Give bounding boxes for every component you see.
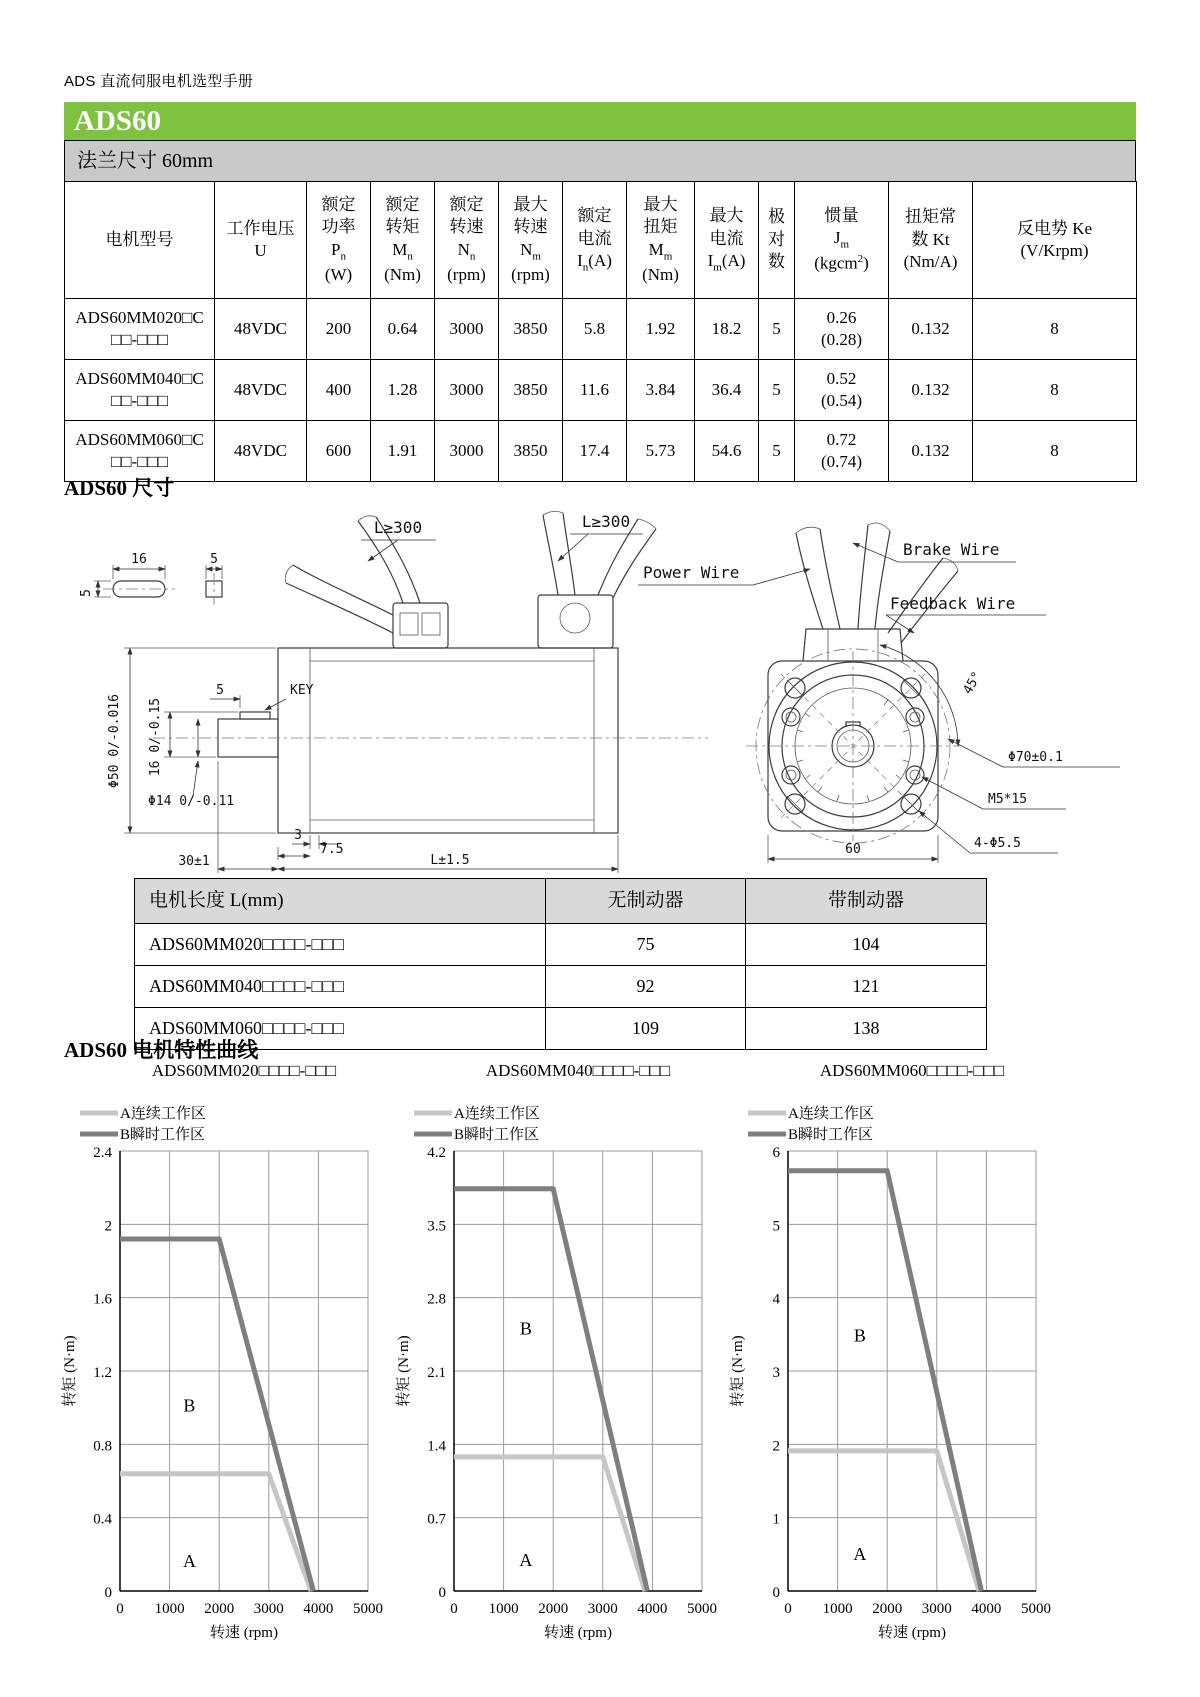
- length-value-cell: 109: [546, 1008, 746, 1050]
- y-axis-label: 转矩 (N·m): [396, 1335, 412, 1407]
- y-tick-label: 2: [772, 1438, 780, 1455]
- spec-value-cell: 0.64: [371, 299, 435, 360]
- chart-svg: [726, 1056, 1056, 1641]
- y-tick-label: 0: [438, 1585, 446, 1601]
- x-tick-label: 3000: [587, 1601, 618, 1617]
- dim-label-phi70: Φ70±0.1: [1008, 750, 1063, 765]
- spec-value-cell: 11.6: [563, 360, 627, 421]
- spec-value-cell: 0.132: [889, 299, 973, 360]
- y-tick-label: 0.4: [93, 1511, 112, 1528]
- spec-value-cell: 17.4: [563, 421, 627, 482]
- key-label: KEY: [290, 683, 314, 698]
- x-axis-label: 转速 (rpm): [544, 1625, 612, 1641]
- x-tick-label: 5000: [1021, 1601, 1051, 1617]
- spec-value-cell: 8: [973, 421, 1137, 482]
- dim-label-cable-length-a: L≥300: [373, 518, 423, 537]
- spec-value-cell: 48VDC: [215, 421, 307, 482]
- length-table: [134, 878, 987, 1050]
- y-tick-label: 0: [104, 1585, 112, 1601]
- dim-label-phi14: Φ14 0/-0.11: [148, 794, 235, 809]
- dim-label-holes: 4-Φ5.5: [974, 836, 1021, 851]
- document-header: ADS 直流伺服电机选型手册: [64, 73, 254, 90]
- series-line-B: [454, 1189, 647, 1591]
- legend-label: B瞬时工作区: [120, 1127, 206, 1143]
- spec-value-cell: 5.8: [563, 299, 627, 360]
- spec-value-cell: 3000: [435, 299, 499, 360]
- y-tick-label: 4: [772, 1291, 780, 1308]
- spec-value-cell: 5.73: [627, 421, 695, 482]
- x-tick-label: 4000: [303, 1601, 334, 1617]
- dim-label-30: 30±1: [178, 854, 210, 869]
- key-section-views: [79, 552, 222, 605]
- length-col-header: 无制动器: [546, 879, 746, 924]
- spec-value-cell: 36.4: [695, 360, 759, 421]
- spec-col-header: 最大 扭矩 $M_m$ (Nm): [627, 182, 695, 299]
- spec-value-cell: 8: [973, 360, 1137, 421]
- legend-label: A连续工作区: [788, 1106, 874, 1122]
- chart-3: [726, 1056, 1056, 1641]
- y-tick-label: 5: [772, 1218, 780, 1235]
- spec-value-cell: 0.132: [889, 421, 973, 482]
- spec-value-cell: 0.72 (0.74): [795, 421, 889, 482]
- spec-value-cell: 5: [759, 299, 795, 360]
- x-tick-label: 5000: [353, 1601, 383, 1617]
- motor-front-view: [638, 523, 1120, 863]
- series-line-B: [788, 1171, 981, 1591]
- chart-2: [392, 1056, 722, 1641]
- spec-value-cell: 3000: [435, 421, 499, 482]
- y-tick-label: 2: [104, 1218, 112, 1235]
- spec-value-cell: 0.132: [889, 360, 973, 421]
- y-tick-label: 2.4: [93, 1145, 112, 1161]
- y-tick-label: 1: [772, 1511, 780, 1528]
- brake-wire-label: Brake Wire: [903, 540, 1000, 559]
- y-tick-label: 1.6: [93, 1291, 112, 1308]
- spec-col-header: 最大 转速 $N_m$ (rpm): [499, 182, 563, 299]
- dim-label-key-length: 16: [131, 552, 147, 567]
- spec-value-cell: 3850: [499, 360, 563, 421]
- spec-model-cell: ADS60MM060□C □□-□□□: [65, 421, 215, 482]
- dim-label-key-height: 5: [79, 589, 94, 597]
- spec-col-header: 极 对 数: [759, 182, 795, 299]
- characteristic-charts: [58, 1056, 1158, 1641]
- dim-label-phi50: Φ50 0/-0.016: [107, 694, 122, 788]
- spec-value-cell: 48VDC: [215, 299, 307, 360]
- spec-col-header: 额定 转速 $N_n$ (rpm): [435, 182, 499, 299]
- y-tick-label: 2.8: [427, 1291, 446, 1308]
- length-table-wrap: [134, 878, 986, 1050]
- curves-section-title: ADS60 电机特性曲线: [64, 1038, 259, 1062]
- legend-label: A连续工作区: [120, 1106, 206, 1122]
- dimension-drawing: [58, 503, 1143, 875]
- y-tick-label: 0.8: [93, 1438, 112, 1455]
- dim-label-cable-length-b: L≥300: [581, 512, 631, 531]
- y-tick-label: 2.1: [427, 1365, 446, 1381]
- chart-title: ADS60MM020□□□□-□□□: [151, 1061, 337, 1080]
- x-tick-label: 0: [450, 1601, 458, 1617]
- spec-col-header: 额定 功率 $P_n$ (W): [307, 182, 371, 299]
- x-tick-label: 1000: [822, 1601, 853, 1617]
- spec-value-cell: 400: [307, 360, 371, 421]
- dim-label-m5: M5*15: [988, 792, 1028, 807]
- y-tick-label: 3: [772, 1365, 780, 1381]
- y-axis-label: 转矩 (N·m): [62, 1335, 78, 1407]
- x-axis-label: 转速 (rpm): [878, 1625, 946, 1641]
- power-wire-label: Power Wire: [643, 563, 740, 582]
- spec-col-header: 额定 转矩 $M_n$ (Nm): [371, 182, 435, 299]
- y-tick-label: 6: [772, 1145, 780, 1161]
- spec-value-cell: 1.91: [371, 421, 435, 482]
- dim-label-16: 16 0/-0.15: [148, 697, 163, 777]
- dim-label-7-5: 7.5: [320, 842, 344, 857]
- spec-value-cell: 54.6: [695, 421, 759, 482]
- x-tick-label: 1000: [488, 1601, 519, 1617]
- spec-col-header: 电机型号: [65, 182, 215, 299]
- spec-value-cell: 48VDC: [215, 360, 307, 421]
- dim-label-3: 3: [294, 828, 302, 843]
- legend-label: A连续工作区: [454, 1106, 540, 1122]
- y-tick-label: 3.5: [427, 1218, 446, 1235]
- dim-label-key-width: 5: [210, 552, 218, 567]
- length-col-header: 电机长度 L(mm): [135, 879, 546, 924]
- legend-label: B瞬时工作区: [788, 1127, 874, 1143]
- y-tick-label: 0.7: [427, 1511, 446, 1528]
- length-row: [135, 1008, 987, 1050]
- spec-col-header: 惯量 $J_m$ (kgcm$^2$): [795, 182, 889, 299]
- spec-value-cell: 5: [759, 360, 795, 421]
- length-model-cell: ADS60MM060□□□□-□□□: [135, 1008, 546, 1050]
- series-line-B: [120, 1239, 313, 1591]
- spec-value-cell: 5: [759, 421, 795, 482]
- region-label-A: A: [853, 1544, 867, 1565]
- x-axis-label: 转速 (rpm): [210, 1625, 278, 1641]
- spec-value-cell: 3850: [499, 421, 563, 482]
- series-banner: ADS60: [64, 102, 1136, 140]
- x-tick-label: 5000: [687, 1601, 717, 1617]
- dim-label-60: 60: [845, 842, 861, 857]
- y-axis-label: 转矩 (N·m): [730, 1335, 746, 1407]
- x-tick-label: 0: [784, 1601, 792, 1617]
- x-tick-label: 3000: [921, 1601, 952, 1617]
- dim-label-L: L±1.5: [430, 853, 470, 868]
- length-value-cell: 104: [746, 924, 987, 966]
- dim-label-45deg: 45°: [960, 669, 986, 697]
- spec-value-cell: 1.92: [627, 299, 695, 360]
- spec-value-cell: 600: [307, 421, 371, 482]
- spec-col-header: 额定 电流 $I_n(A)$: [563, 182, 627, 299]
- y-tick-label: 1.4: [427, 1438, 446, 1455]
- spec-value-cell: 8: [973, 299, 1137, 360]
- series-line-A: [120, 1474, 311, 1591]
- spec-model-cell: ADS60MM020□C □□-□□□: [65, 299, 215, 360]
- x-tick-label: 3000: [253, 1601, 284, 1617]
- length-model-cell: ADS60MM020□□□□-□□□: [135, 924, 546, 966]
- x-tick-label: 0: [116, 1601, 124, 1617]
- dim-label-key5: 5: [216, 683, 224, 698]
- spec-value-cell: 3850: [499, 299, 563, 360]
- spec-col-header: 反电势 Ke (V/Krpm): [973, 182, 1137, 299]
- region-label-A: A: [182, 1551, 196, 1572]
- spec-row: [65, 421, 1137, 482]
- dimensions-section-title: ADS60 尺寸: [64, 476, 175, 500]
- feedback-wire-label: Feedback Wire: [890, 594, 1016, 613]
- length-value-cell: 75: [546, 924, 746, 966]
- y-tick-label: 0: [772, 1585, 780, 1601]
- length-value-cell: 92: [546, 966, 746, 1008]
- region-label-B: B: [853, 1325, 866, 1346]
- region-label-A: A: [519, 1549, 533, 1570]
- flange-size-subbanner: 法兰尺寸 60mm: [64, 140, 1136, 182]
- x-tick-label: 4000: [637, 1601, 668, 1617]
- length-value-cell: 121: [746, 966, 987, 1008]
- spec-value-cell: 3.84: [627, 360, 695, 421]
- x-tick-label: 2000: [872, 1601, 903, 1617]
- spec-row: [65, 299, 1137, 360]
- chart-svg: [392, 1056, 722, 1641]
- chart-title: ADS60MM060□□□□-□□□: [819, 1061, 1005, 1080]
- spec-value-cell: 18.2: [695, 299, 759, 360]
- spec-col-header: 工作电压 U: [215, 182, 307, 299]
- chart-1: [58, 1056, 388, 1641]
- y-tick-label: 4.2: [427, 1145, 446, 1161]
- spec-value-cell: 0.26 (0.28): [795, 299, 889, 360]
- spec-row: [65, 360, 1137, 421]
- spec-model-cell: ADS60MM040□C □□-□□□: [65, 360, 215, 421]
- spec-value-cell: 200: [307, 299, 371, 360]
- spec-value-cell: 0.52 (0.54): [795, 360, 889, 421]
- length-value-cell: 138: [746, 1008, 987, 1050]
- x-tick-label: 2000: [538, 1601, 569, 1617]
- x-tick-label: 1000: [154, 1601, 185, 1617]
- length-row: [135, 924, 987, 966]
- spec-col-header: 最大 电流 $I_m(A)$: [695, 182, 759, 299]
- series-line-A: [788, 1451, 979, 1591]
- length-col-header: 带制动器: [746, 879, 987, 924]
- chart-title: ADS60MM040□□□□-□□□: [485, 1061, 671, 1080]
- legend-label: B瞬时工作区: [454, 1127, 540, 1143]
- chart-svg: [58, 1056, 388, 1641]
- series-line-A: [454, 1457, 645, 1591]
- y-tick-label: 1.2: [93, 1365, 112, 1381]
- spec-value-cell: 1.28: [371, 360, 435, 421]
- length-row: [135, 966, 987, 1008]
- spec-col-header: 扭矩常 数 Kt (Nm/A): [889, 182, 973, 299]
- spec-table-wrap: [64, 181, 1136, 482]
- region-label-B: B: [519, 1318, 532, 1339]
- region-label-B: B: [183, 1395, 196, 1416]
- length-model-cell: ADS60MM040□□□□-□□□: [135, 966, 546, 1008]
- motor-side-view: [107, 511, 708, 873]
- x-tick-label: 4000: [971, 1601, 1002, 1617]
- spec-value-cell: 3000: [435, 360, 499, 421]
- x-tick-label: 2000: [204, 1601, 235, 1617]
- spec-table: [64, 181, 1137, 482]
